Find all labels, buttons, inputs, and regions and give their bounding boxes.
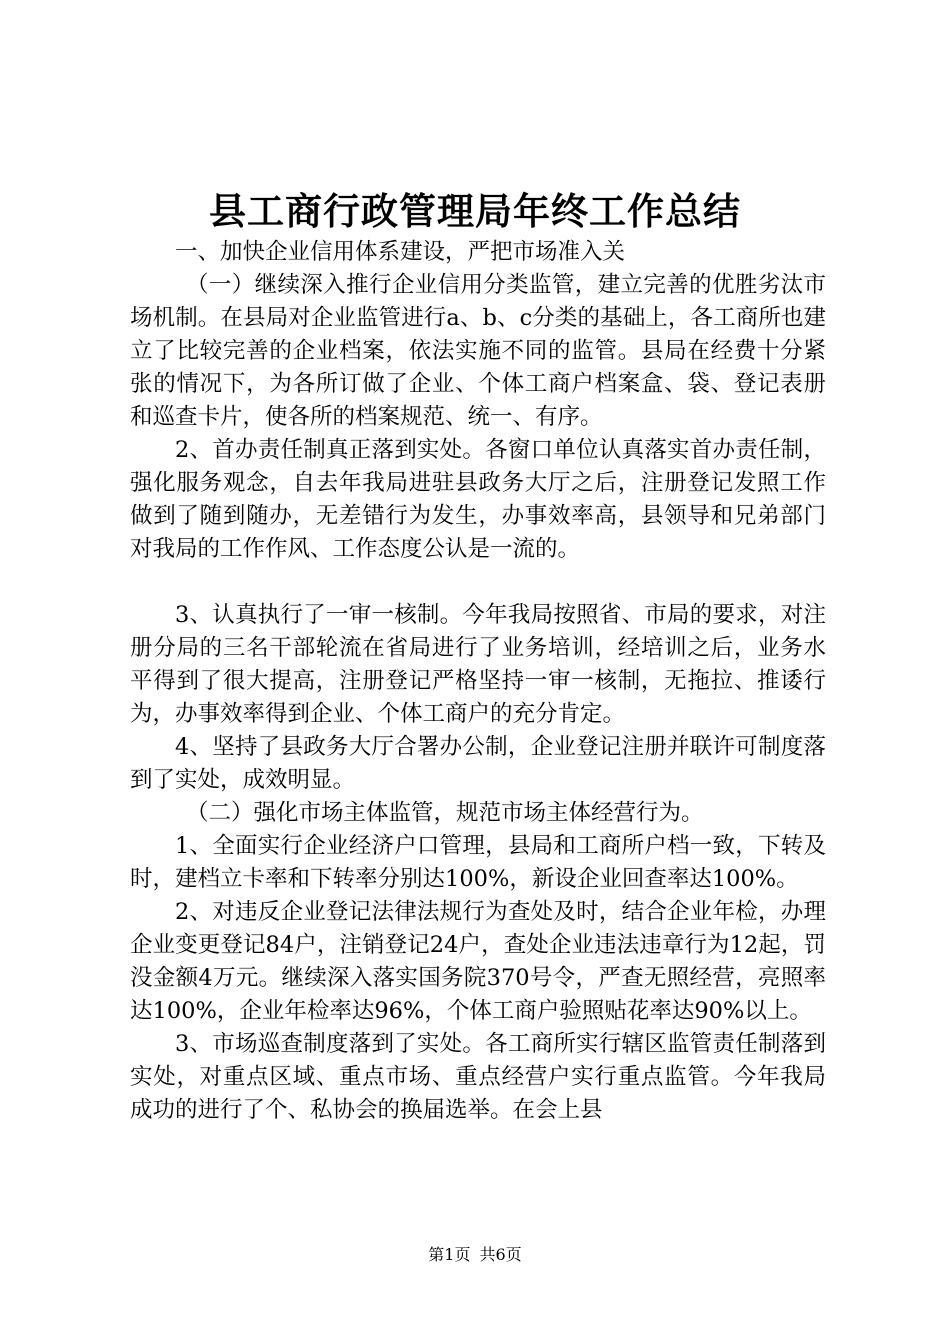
section-heading-1: 一、加快企业信用体系建设，严把市场准入关: [175, 239, 626, 265]
paragraph-first-responsibility: 2、首办责任制真正落到实处。各窗口单位认真落实首办责任制，强化服务观念，自去年我局进驻县政务大厅之后，注册登记发照工作做到了随到随办，无差错行为发生，办事效率高，县领导和兄弟部门对我局的工作作风、工作态度公认是一流的。: [130, 437, 826, 562]
paragraph-economic-accounts: 1、全面实行企业经济户口管理，县局和工商所户档一致，下转及时，建档立卡率和下转率分别达100%，新设企业回查率达100%。: [130, 833, 826, 892]
paragraph-credit-supervision: （一）继续深入推行企业信用分类监管，建立完善的优胜劣汰市场机制。在县局对企业监管进行a、b、c分类的基础上，各工商所也建立了比较完善的企业档案，依法实施不同的监管。县局在经费十分紧张的情况下，为各所订做了企业、个体工商户档案盒、袋、登记表册和巡查卡片，使各所的档案规范、统一、有序。: [130, 272, 826, 430]
page-total: 共6页: [479, 1245, 522, 1264]
paragraph-violations: 2、对违反企业登记法律法规行为查处及时，结合企业年检，办理企业变更登记84户，注销登记24户，查处企业违法违章行为12起，罚没金额4万元。继续深入落实国务院370号令，严查无照经营，亮照率达100%，企业年检率达96%，个体工商户验照贴花率达90%以上。: [130, 899, 826, 1024]
paragraph-review-system: 3、认真执行了一审一核制。今年我局按照省、市局的要求，对注册分局的三名干部轮流在省局进行了业务培训，经培训之后，业务水平得到了很大提高，注册登记严格坚持一审一核制，无拖拉、推诿行为，办事效率得到企业、个体工商户的充分肯定。: [130, 602, 826, 727]
section-heading-2: （二）强化市场主体监管，规范市场主体经营行为。: [186, 800, 704, 826]
page-footer: [0, 1242, 950, 1265]
paragraph-joint-office: 4、坚持了县政务大厅合署办公制，企业登记注册并联许可制度落到了实处，成效明显。: [130, 734, 826, 793]
document-body: [130, 236, 826, 1127]
paragraph-market-patrol: 3、市场巡查制度落到了实处。各工商所实行辖区监管责任制落到实处，对重点区域、重点市场、重点经营户实行重点监管。今年我局成功的进行了个、私协会的换届选举。在会上县: [130, 1031, 826, 1123]
page-number: 第1页: [428, 1245, 471, 1264]
document-title: 县工商行政管理局年终工作总结: [209, 189, 741, 233]
